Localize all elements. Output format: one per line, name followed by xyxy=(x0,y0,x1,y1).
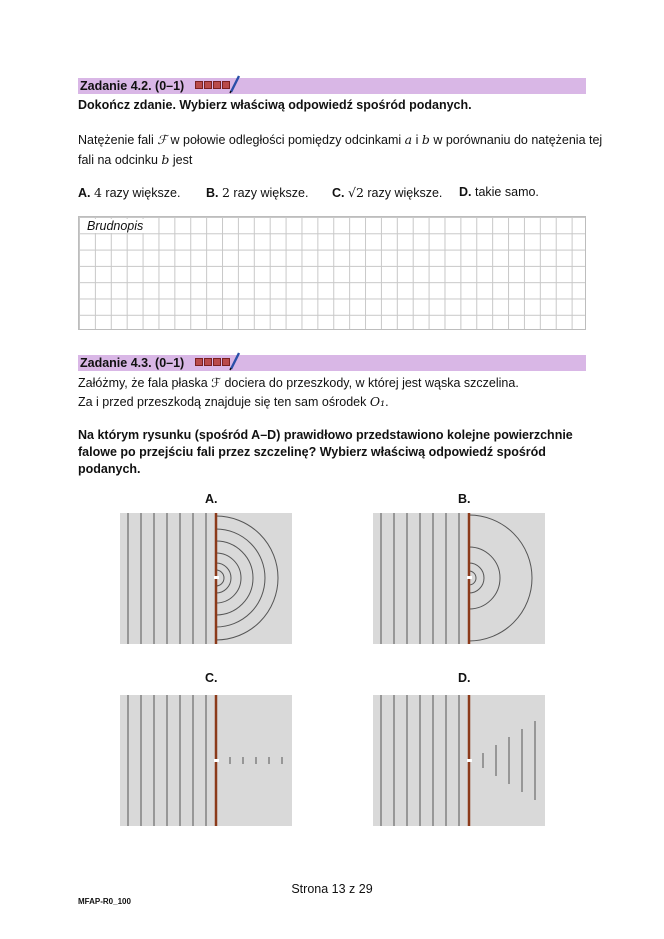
symbol-b: b xyxy=(421,132,430,147)
option-number: 4 xyxy=(93,185,102,200)
option-letter: B. xyxy=(206,186,219,200)
figure-label-d: D. xyxy=(458,671,471,685)
score-boxes-icon xyxy=(195,358,230,366)
task-4-3-header xyxy=(78,355,586,371)
stem-text: Za i przed przeszkodą znajduje się ten sam ośrodek xyxy=(78,395,370,409)
task-4-2-header xyxy=(78,78,586,94)
task-4-3-question-l2: falowe po przejściu fali przez szczelinę? Wybierz właściwą odpowiedź spośród xyxy=(78,445,546,459)
figure-c[interactable] xyxy=(120,695,292,826)
task-4-3-question-l3: podanych. xyxy=(78,462,141,476)
stem-text: jest xyxy=(169,153,193,167)
task-4-2-stem-line1 xyxy=(78,132,602,147)
symbol-O1: O₁ xyxy=(369,394,386,409)
task-4-2-instruction: Dokończ zdanie. Wybierz właściwą odpowiedź spośród podanych. xyxy=(78,98,472,112)
option-text: razy większe. xyxy=(229,186,309,200)
task-4-2-stem-line2 xyxy=(78,152,192,167)
figure-b[interactable] xyxy=(373,513,545,644)
symbol-F: ℱ xyxy=(157,132,168,147)
scratch-grid[interactable] xyxy=(78,216,586,330)
figure-label-b: B. xyxy=(458,492,471,506)
document-code: MFAP-R0_100 xyxy=(78,897,131,906)
task-4-3-question-l1: Na którym rysunku (spośród A–D) prawidłowo przedstawiono kolejne powierzchnie xyxy=(78,428,573,442)
stem-text: Natężenie fali xyxy=(78,133,158,147)
option-letter: A. xyxy=(78,186,91,200)
option-letter: D. xyxy=(459,185,472,199)
stem-text: . xyxy=(385,395,389,409)
pencil-icon xyxy=(228,351,242,371)
figure-d[interactable] xyxy=(373,695,545,826)
option-number: √2 xyxy=(347,185,364,200)
task-4-2-title: Zadanie 4.2. (0–1) xyxy=(80,79,185,93)
scratch-label: Brudnopis xyxy=(87,219,144,233)
option-text: takie samo. xyxy=(474,185,539,199)
figure-label-c: C. xyxy=(205,671,218,685)
stem-text: w porównaniu do natężenia tej xyxy=(429,133,603,147)
task-4-3-title: Zadanie 4.3. (0–1) xyxy=(80,356,185,370)
score-boxes-icon xyxy=(195,81,230,89)
figure-label-a: A. xyxy=(205,492,218,506)
figure-a[interactable] xyxy=(120,513,292,644)
option-d[interactable] xyxy=(459,185,539,199)
task-4-3-line2 xyxy=(78,394,389,409)
option-a[interactable] xyxy=(78,185,180,200)
symbol-a: a xyxy=(404,132,413,147)
option-text: razy większe. xyxy=(101,186,181,200)
option-number: 2 xyxy=(221,185,230,200)
stem-text: fali na odcinku xyxy=(78,153,162,167)
option-c[interactable] xyxy=(332,185,442,200)
option-b[interactable] xyxy=(206,185,308,200)
option-letter: C. xyxy=(332,186,345,200)
page-number: Strona 13 z 29 xyxy=(291,882,373,896)
stem-text: w połowie odległości pomiędzy odcinkami xyxy=(167,133,405,147)
stem-text: i xyxy=(412,133,422,147)
pencil-icon xyxy=(228,74,242,94)
task-4-3-line1: Załóżmy, że fala płaska ℱ dociera do przeszkody, w której jest wąska szczelina. xyxy=(78,376,519,390)
option-text: razy większe. xyxy=(363,186,443,200)
symbol-b: b xyxy=(161,152,170,167)
